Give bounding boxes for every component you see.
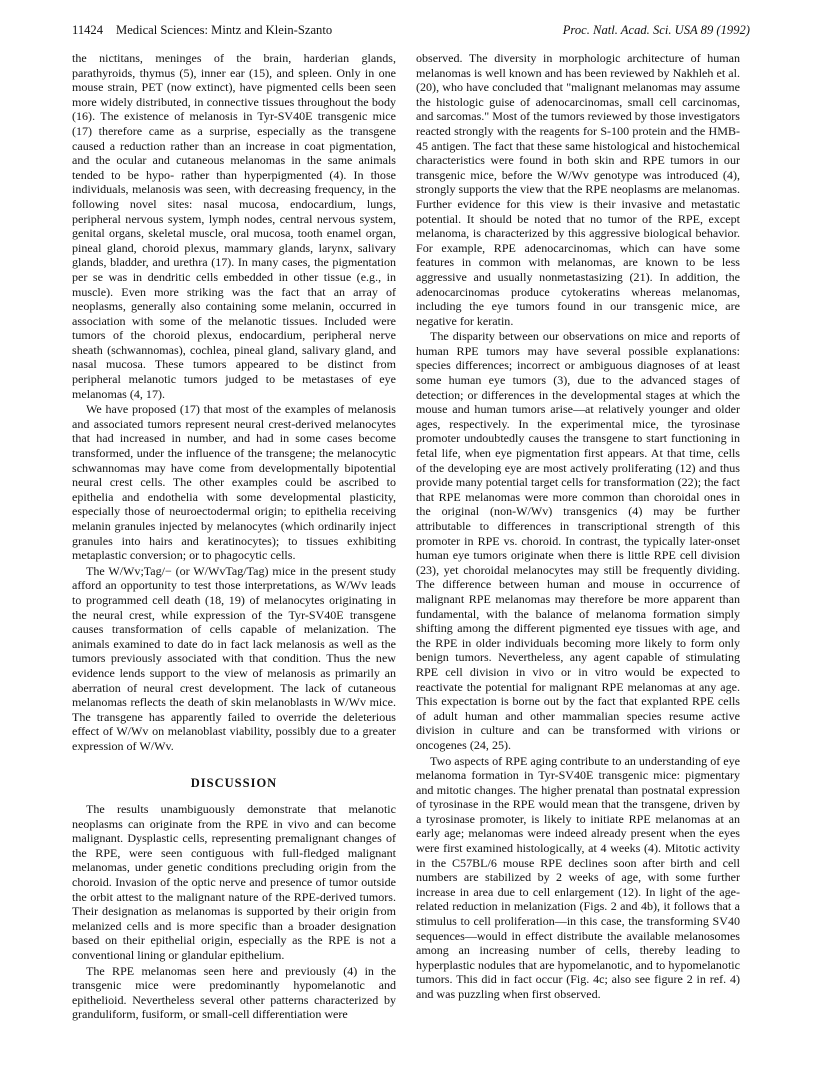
section-heading-discussion: DISCUSSION xyxy=(190,775,278,790)
paragraph: The W/Wv;Tag/− (or W/WvTag/Tag) mice in the present study afford an opportunity to test those interpretations, as W/Wv leads to programmed cell death (18, 19) of melanocytes originating in the neural crest, while expression of the Tyr-SV40E transgene causes transformation of cells capable of melanization. The animals examined to date do in fact lack melanosis as well as the tumors previously associated with that condition. Thus the new evidence lends support to the view of melanosis as primarily an aberration of neural crest development. The lack of cutaneous melanomas reflects the death of skin melanoblasts in W/Wv mice. The transgene has apparently failed to override the deleterious effect of W/Wv on melanoblast viability, possibly due to a greater expression of W/Wv. xyxy=(72,563,396,753)
paragraph: the nictitans, meninges of the brain, harderian glands, parathyroids, thymus (5), inner ear (15), and spleen. Only in one mouse strain, PET (now extinct), have pigmented cells been seen more widely distributed, in connective tissues throughout the body (16). The existence of melanosis in Tyr-SV40E transgenic mice (17) therefore came as a surprise, especially as the transgene caused a reduction rather than an increase in coat pigmentation, and the ocular and cutaneous melanomas in the same animals tended to be hypo- rather than hyperpigmented (4). In those individuals, melanosis was seen, with decreasing frequency, in the following novel sites: nasal mucosa, endocardium, lungs, peripheral nervous system, lymph nodes, central nervous system, genital organs, skeletal muscle, oral mucosa, tooth enamel organ, pineal gland, choroid plexus, mammary glands, larynx, salivary glands, bladder, and urethra (17). In many cases, the pigmentation per se was in dendritic cells embedded in other tissue (e.g., in muscle). Even more striking was the fact that an array of neoplasms, generally also containing some melanin, occurred in association with some of the melanotic tissues. Included were tumors of the choroid plexus, endocardium, peripheral nerve sheath (schwannomas), cochlea, pineal gland, salivary gland, and nasal mucosa. These tumors appeared to be distinct from peripheral melanotic tumors judged to be metastases of eye melanomas (4, 17). xyxy=(72,51,396,401)
page-number: 11424 xyxy=(72,23,104,37)
paragraph: Two aspects of RPE aging contribute to an understanding of eye melanoma formation in Tyr-SV40E transgenic mice: pigmentary and mitotic changes. The higher prenatal than postnatal expression of tyrosinase in the RPE would mean that the transgene, driven by a tyrosinase promoter, is likely to initiate RPE melanomas at an early age; melanomas were indeed already present when the eyes were first examined histologically, at 4 weeks (4). Mitotic activity in the C57BL/6 mouse RPE declines soon after birth and cell numbers are stabilized by 2 weeks of age, with some further increase in area due to cell enlargement (12). In light of the age-related reduction in melanization (Figs. 2 and 4b), it follows that a stimulus to cell proliferation—in this case, the transforming SV40 sequences—would in effect distribute the available melanosomes among an increasing number of cells, thereby leading to hyperplastic nodules that are hypomelanotic, and to hypomelanotic tumors. This did in fact occur (Fig. 4c; also see figure 2 in ref. 4) and was puzzling when first observed. xyxy=(416,753,740,1001)
journal-citation: Proc. Natl. Acad. Sci. USA 89 (1992) xyxy=(562,23,750,37)
paragraph: The disparity between our observations on mice and reports of human RPE tumors may have several possible explanations: species differences; incorrect or ambiguous diagnoses of at least some human eye tumors (3), due to the advanced stages of detection; or differences in the developmental stages at which the mouse and human tumors arise—at relatively younger and older ages, respectively. In the experimental mice, the tyrosinase promoter undoubtedly causes the transgene to start functioning in fetal life, when eye pigmentation first appears. At that time, cells of the developing eye are most actively proliferating (12) and thus provide many potential target cells for transformation (22); the fact that RPE melanomas were more common than choroidal ones in the original (non-W/Wv) transgenics (4) may be further attributable to differences in transcriptional strength of this promoter in RPE vs. choroid. In contrast, the typically later-onset human eye tumors originate when there is little RPE cell division (23), yet choroidal melanocytes may still be frequently dividing. The difference between human and mouse in occurrence of malignant RPE melanomas may therefore be more apparent than fundamental, with the balance of melanoma formation simply shifting among the different pigmented eye tissues with age, and the RPE in older individuals becoming more likely to form only benign tumors. Nevertheless, any agent capable of stimulating RPE cell division in vivo or in vitro would be expected to reactivate the potential for malignant RPE melanomas at any age. This expectation is borne out by the fact that explanted RPE cells of adult human and other mammalian species resume active division in culture and can be transformed with virions or oncogenes (24, 25). xyxy=(416,329,740,752)
left-column xyxy=(72,51,396,1022)
section-and-authors: Medical Sciences: Mintz and Klein-Szanto xyxy=(116,23,333,37)
paragraph: observed. The diversity in morphologic architecture of human melanomas is well known and has been reviewed by Nakhleh et al. (20), who have concluded that "malignant melanomas may assume the histologic guise of adenocarcinomas, small cell carcinomas, and sarcomas." Most of the tumors reviewed by those investigators reacted strongly with the reagents for S-100 protein and the HMB-45 antigen. The fact that these same histological and histochemical characteristics were found in both skin and RPE tumors in our transgenic mice, before the W/Wv genotype was introduced (4), strongly supports the view that the RPE neoplasms are melanomas. Further evidence for this view is their invasive and metastatic potential. It should be noted that no tumor of the RPE, except melanoma, is characterized by this aggressive biological behavior. For example, RPE adenocarcinomas, which can have some features in common with melanomas, are known to be less aggressive and usually nonmetastasizing (21). In addition, the adenocarcinomas produce cytokeratins whereas melanomas, including the eye tumors found in our transgenic mice, are negative for keratin. xyxy=(416,51,740,328)
paragraph: The RPE melanomas seen here and previously (4) in the transgenic mice were predominantly hypomelanotic and epithelioid. Nevertheless several other patterns characterized by granduliform, fusiform, or small-cell differentiation were xyxy=(72,963,396,1022)
paragraph: The results unambiguously demonstrate that melanotic neoplasms can originate from the RPE in vivo and can become malignant. Dysplastic cells, representing premalignant changes of the RPE, were seen contiguous with full-fledged malignant melanomas, under genetic conditions precluding origin from the choroid. Invasion of the optic nerve and presence of tumor outside the orbit attest to the malignant nature of the RPE-derived tumors. Their designation as melanomas is supported by their origin from melanized cells and is more specific than a broader designation based on their epithelial origin, especially as the RPE is not a conventional lining or glandular epithelium. xyxy=(72,802,396,963)
paragraph: We have proposed (17) that most of the examples of melanosis and associated tumors represent neural crest-derived melanocytes that had increased in number, and had in some cases become transformed, under the influence of the transgene; the melanocytic schwannomas may have come from developmentally bipotential neural crest cells. The other examples could be ascribed to epithelia and endothelia with some developmental plasticity, especially those of neuroectodermal origin; to epithelia receiving melanin granules injected by melanocytes (which ordinarily inject granules into hairs and keratinocytes); to tissues exhibiting metaplastic conversion; or to phagocytic cells. xyxy=(72,402,396,563)
right-column xyxy=(416,51,740,1002)
